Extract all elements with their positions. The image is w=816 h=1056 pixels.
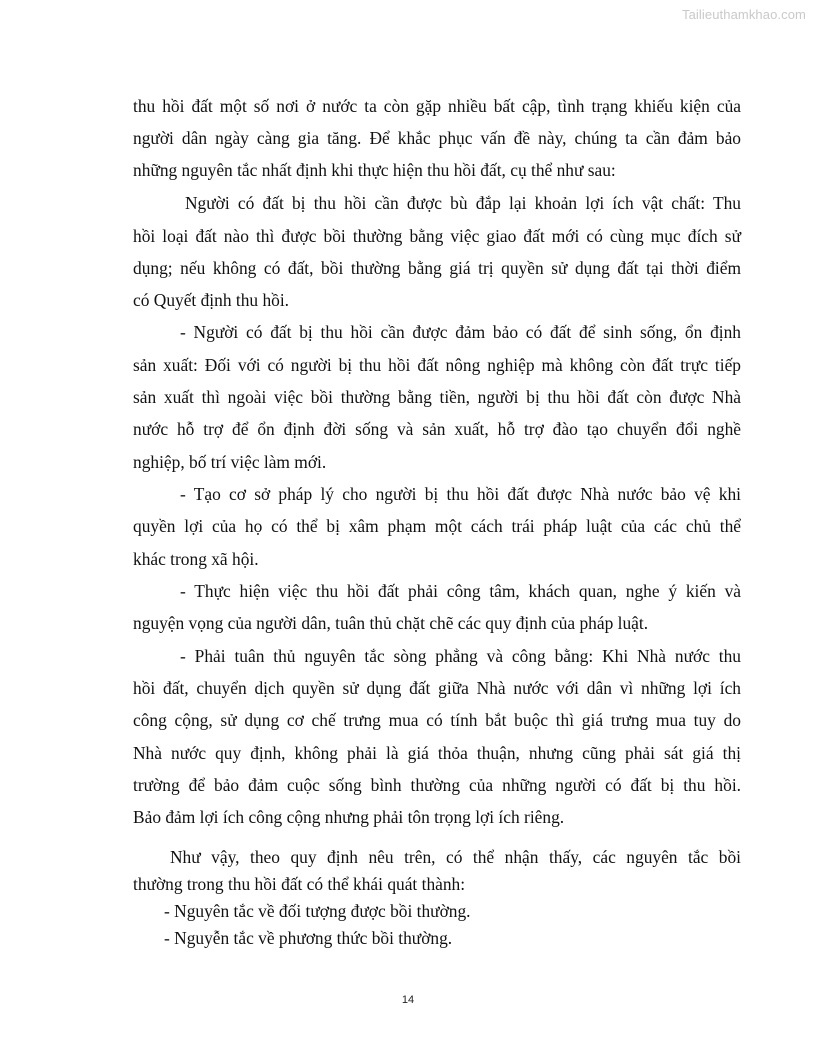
text-line: công cộng, sử dụng cơ chế trưng mua có tính bắt buộc thì giá trưng mua tuy do: [133, 710, 741, 730]
text-line: quyền lợi của họ có thể bị xâm phạm một cách trái pháp luật của các chủ thể: [133, 516, 741, 536]
text-line: nghiệp, bố trí việc làm mới.: [133, 452, 327, 472]
watermark: Tailieuthamkhao.com: [681, 7, 806, 22]
text-line: - Nguyễn tắc về phương thức bồi thường.: [164, 928, 453, 948]
text-line: Bảo đảm lợi ích công cộng nhưng phải tôn trọng lợi ích riêng.: [133, 807, 565, 827]
page-number: 14: [401, 994, 415, 1006]
text-line: - Tạo cơ sở pháp lý cho người bị thu hồi đất được Nhà nước bảo vệ khi: [180, 484, 741, 504]
text-line: Nhà nước quy định, không phải là giá thỏa thuận, nhưng cũng phải sát giá thị: [133, 743, 741, 763]
text-line: hồi loại đất nào thì được bồi thường bằng việc giao đất mới có cùng mục đích sử: [133, 226, 741, 246]
text-line: trường để bảo đảm cuộc sống bình thường của những người có đất bị thu hồi.: [133, 775, 741, 795]
text-line: hồi đất, chuyển dịch quyền sử dụng đất giữa Nhà nước với dân vì những lợi ích: [133, 678, 741, 698]
text-line: Người có đất bị thu hồi cần được bù đắp lại khoản lợi ích vật chất: Thu: [185, 193, 741, 213]
text-line: thu hồi đất một số nơi ở nước ta còn gặp nhiều bất cập, tình trạng khiếu kiện của: [133, 96, 741, 116]
text-line: Như vậy, theo quy định nêu trên, có thể nhận thấy, các nguyên tắc bồi: [170, 847, 741, 867]
text-line: sản xuất thì ngoài việc bồi thường bằng tiền, người bị thu hồi đất còn được Nhà: [133, 387, 741, 407]
text-line: - Phải tuân thủ nguyên tắc sòng phẳng và công bằng: Khi Nhà nước thu: [180, 646, 741, 666]
text-line: - Nguyên tắc về đối tượng được bồi thường.: [164, 901, 471, 921]
text-line: - Thực hiện việc thu hồi đất phải công tâm, khách quan, nghe ý kiến và: [180, 581, 741, 601]
text-line: khác trong xã hội.: [133, 549, 259, 569]
text-line: những nguyên tắc nhất định khi thực hiện thu hồi đất, cụ thể như sau:: [133, 160, 616, 180]
text-line: nguyện vọng của người dân, tuân thủ chặt chẽ các quy định của pháp luật.: [133, 613, 649, 633]
text-line: thường trong thu hồi đất có thể khái quát thành:: [133, 874, 466, 894]
text-line: nước hỗ trợ để ổn định đời sống và sản xuất, hỗ trợ đào tạo chuyển đổi nghề: [133, 419, 741, 439]
text-line: dụng; nếu không có đất, bồi thường bằng giá trị quyền sử dụng đất tại thời điểm: [133, 258, 741, 278]
text-line: - Người có đất bị thu hồi cần được đảm bảo có đất để sinh sống, ổn định: [180, 322, 741, 342]
text-line: có Quyết định thu hồi.: [133, 290, 290, 310]
text-line: sản xuất: Đối với có người bị thu hồi đất nông nghiệp mà không còn đất trực tiếp: [133, 355, 741, 375]
text-line: người dân ngày càng gia tăng. Để khắc phục vấn đề này, chúng ta cần đảm bảo: [133, 128, 741, 148]
